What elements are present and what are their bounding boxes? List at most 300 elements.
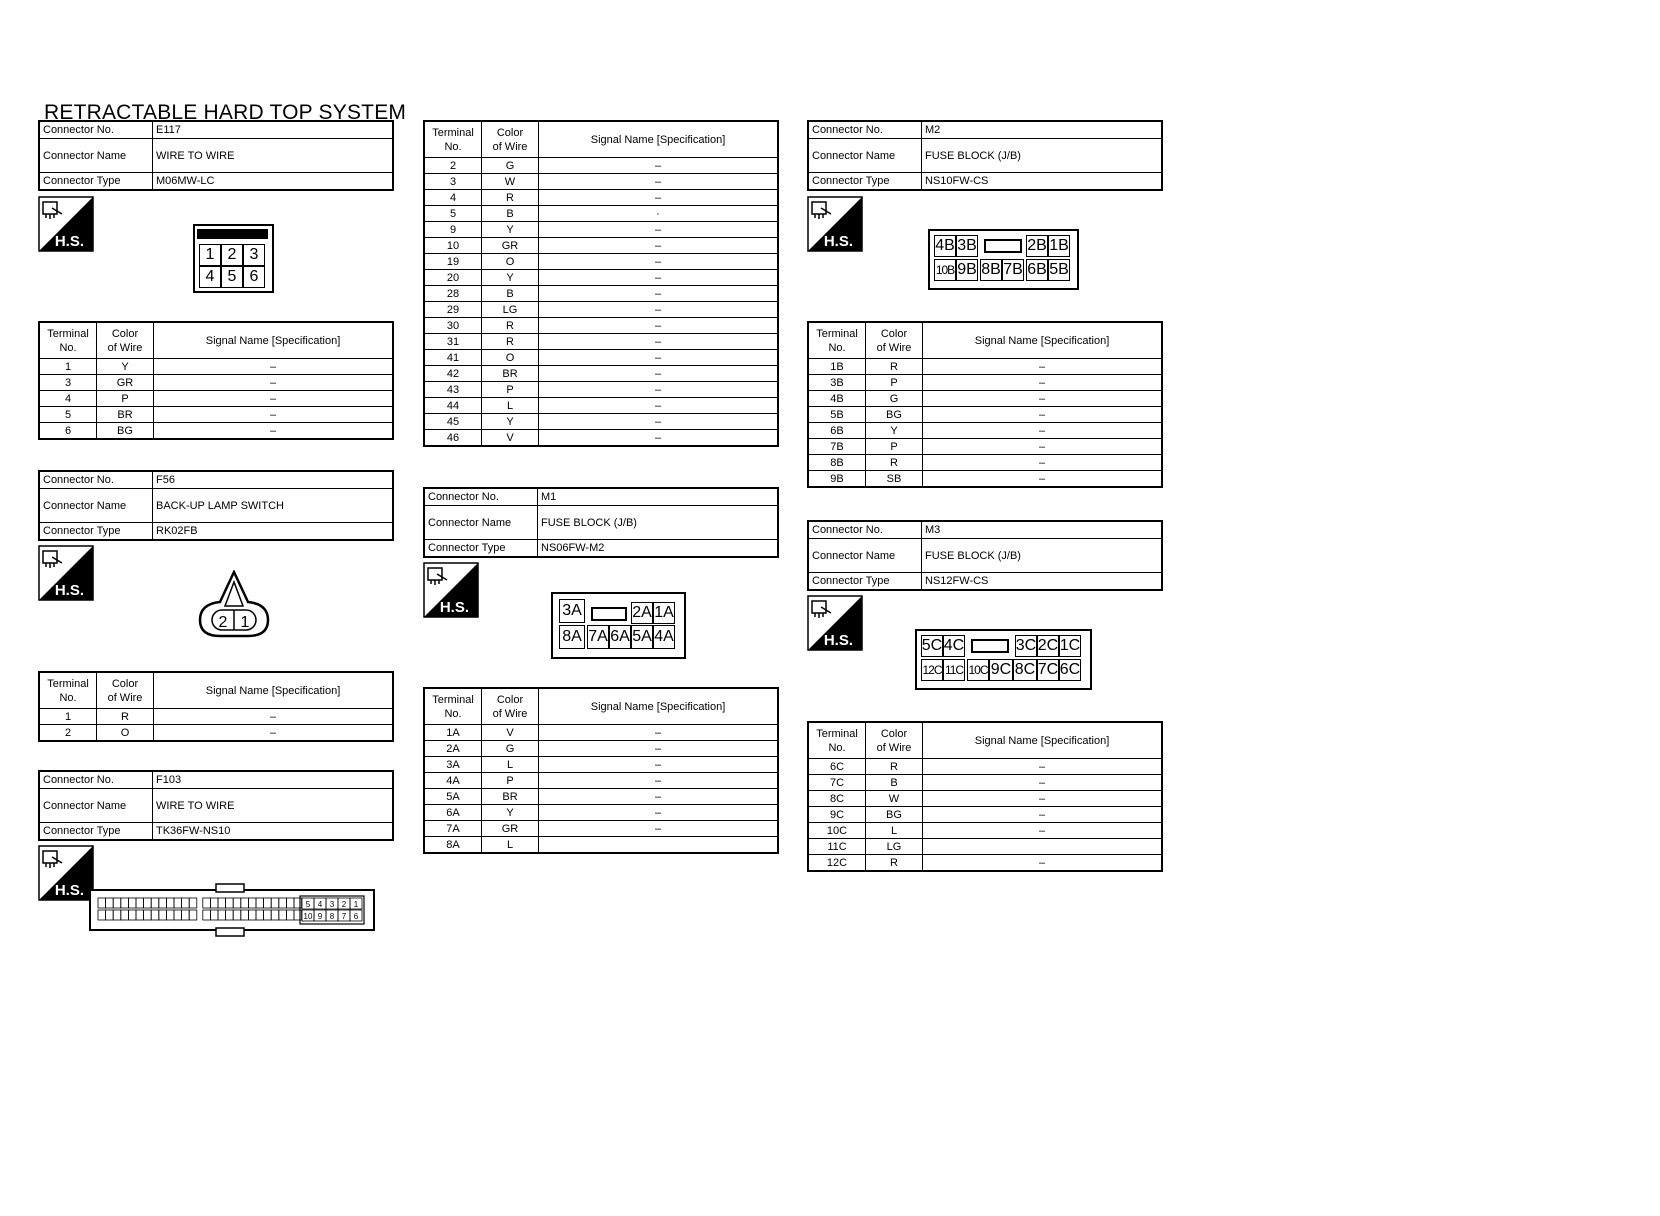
color-cell: P bbox=[97, 391, 154, 407]
connector-no-value: F56 bbox=[153, 471, 394, 489]
table-row bbox=[39, 359, 393, 375]
signal-cell: – bbox=[923, 775, 1163, 791]
connector-no-label: Connector No. bbox=[39, 471, 153, 489]
signal-cell: – bbox=[539, 366, 779, 382]
signal-cell: – bbox=[539, 190, 779, 206]
color-cell: P bbox=[866, 375, 923, 391]
signal-cell: – bbox=[539, 741, 779, 757]
terminal-cell: 42 bbox=[424, 366, 482, 382]
pin: 5B bbox=[1048, 259, 1070, 281]
connector-name-value: BACK-UP LAMP SWITCH bbox=[153, 489, 394, 523]
pin: 2 bbox=[218, 614, 228, 631]
table-row bbox=[424, 725, 778, 741]
terminal-header: Terminal bbox=[432, 693, 474, 706]
terminal-cell: 1A bbox=[424, 725, 482, 741]
hs-label: H.S. bbox=[823, 233, 853, 250]
color-cell: BR bbox=[482, 366, 539, 382]
connector-no-label: Connector No. bbox=[39, 771, 153, 789]
terminal-cell: 3 bbox=[39, 375, 97, 391]
table-row bbox=[424, 206, 778, 222]
connector-e117-info bbox=[38, 120, 394, 191]
signal-cell: – bbox=[923, 375, 1163, 391]
color-cell: P bbox=[866, 439, 923, 455]
signal-cell: – bbox=[154, 391, 394, 407]
connector-m1-face bbox=[551, 592, 687, 660]
table-row bbox=[424, 302, 778, 318]
signal-cell: – bbox=[539, 789, 779, 805]
table-row bbox=[424, 398, 778, 414]
connector-type-label: Connector Type bbox=[424, 540, 538, 558]
signal-cell: – bbox=[539, 398, 779, 414]
terminal-cell: 9 bbox=[424, 222, 482, 238]
table-row bbox=[424, 270, 778, 286]
color-cell: R bbox=[482, 334, 539, 350]
connector-name-label: Connector Name bbox=[39, 489, 153, 523]
terminal-cell: 1B bbox=[808, 359, 866, 375]
color-cell: Y bbox=[482, 805, 539, 821]
terminal-cell: 8A bbox=[424, 837, 482, 854]
table-row bbox=[808, 471, 1162, 488]
signal-cell: – bbox=[539, 773, 779, 789]
terminal-cell: 3 bbox=[424, 174, 482, 190]
table-row bbox=[808, 775, 1162, 791]
pin: 1 bbox=[353, 900, 359, 909]
color-cell: R bbox=[482, 318, 539, 334]
pin: 5 bbox=[305, 900, 311, 909]
color-cell: G bbox=[482, 158, 539, 174]
signal-cell: – bbox=[539, 222, 779, 238]
table-row bbox=[808, 791, 1162, 807]
color-header-2: of Wire bbox=[876, 741, 912, 754]
color-cell: Y bbox=[866, 423, 923, 439]
connector-name-value: WIRE TO WIRE bbox=[153, 139, 394, 173]
lock-slot bbox=[591, 607, 627, 621]
terminal-header: Terminal bbox=[432, 126, 474, 139]
pin: 7A bbox=[587, 625, 609, 649]
connector-name-value: WIRE TO WIRE bbox=[153, 789, 394, 823]
signal-cell: – bbox=[154, 407, 394, 423]
table-row bbox=[424, 741, 778, 757]
pin: 2B bbox=[1026, 235, 1048, 257]
signal-cell: – bbox=[539, 414, 779, 430]
color-cell: BG bbox=[97, 423, 154, 440]
connector-m2-pin-table bbox=[807, 321, 1163, 488]
color-cell: R bbox=[482, 190, 539, 206]
terminal-cell: 12C bbox=[808, 855, 866, 872]
connector-m3-face bbox=[915, 629, 1093, 691]
terminal-cell: 7C bbox=[808, 775, 866, 791]
hs-label: H.S. bbox=[54, 233, 84, 250]
connector-no-value: M1 bbox=[538, 488, 779, 506]
signal-cell: – bbox=[539, 382, 779, 398]
terminal-cell: 2A bbox=[424, 741, 482, 757]
connector-e117-pin-table bbox=[38, 321, 394, 440]
color-cell: Y bbox=[482, 222, 539, 238]
pin: 1A bbox=[653, 602, 675, 624]
table-row bbox=[424, 757, 778, 773]
table-row bbox=[424, 350, 778, 366]
color-cell: W bbox=[866, 791, 923, 807]
signal-cell: – bbox=[539, 158, 779, 174]
connector-m2-face bbox=[928, 229, 1080, 291]
table-row bbox=[424, 318, 778, 334]
terminal-cell: 5 bbox=[424, 206, 482, 222]
terminal-cell: 45 bbox=[424, 414, 482, 430]
terminal-cell: 10 bbox=[424, 238, 482, 254]
signal-cell: – bbox=[923, 407, 1163, 423]
table-row bbox=[424, 158, 778, 174]
table-row bbox=[39, 725, 393, 742]
table-row bbox=[424, 414, 778, 430]
signal-cell: – bbox=[923, 439, 1163, 455]
pin: 3 bbox=[329, 900, 335, 909]
color-cell: BR bbox=[482, 789, 539, 805]
signal-cell: – bbox=[539, 302, 779, 318]
pin: 6 bbox=[243, 266, 265, 288]
color-cell: G bbox=[482, 741, 539, 757]
signal-header: Signal Name [Specification] bbox=[154, 672, 394, 709]
signal-cell: – bbox=[923, 759, 1163, 775]
color-cell: B bbox=[482, 206, 539, 222]
color-cell: O bbox=[482, 350, 539, 366]
signal-cell: – bbox=[923, 807, 1163, 823]
connector-no-label: Connector No. bbox=[39, 121, 153, 139]
color-header-2: of Wire bbox=[107, 341, 143, 354]
connector-no-value: M3 bbox=[922, 521, 1163, 539]
pin: 8C bbox=[1013, 659, 1037, 681]
terminal-cell: 4B bbox=[808, 391, 866, 407]
table-row bbox=[808, 807, 1162, 823]
terminal-cell: 30 bbox=[424, 318, 482, 334]
table-row bbox=[808, 375, 1162, 391]
signal-cell: – bbox=[154, 375, 394, 391]
terminal-cell: 19 bbox=[424, 254, 482, 270]
color-header-2: of Wire bbox=[492, 707, 528, 720]
terminal-cell: 9C bbox=[808, 807, 866, 823]
connector-type-label: Connector Type bbox=[39, 823, 153, 841]
table-row bbox=[424, 805, 778, 821]
signal-cell: – bbox=[154, 725, 394, 742]
color-cell: SB bbox=[866, 471, 923, 488]
signal-cell: – bbox=[539, 805, 779, 821]
table-row bbox=[808, 839, 1162, 855]
terminal-header: Terminal bbox=[816, 327, 858, 340]
table-row bbox=[808, 407, 1162, 423]
color-cell: P bbox=[482, 382, 539, 398]
terminal-cell: 5 bbox=[39, 407, 97, 423]
color-cell: R bbox=[866, 455, 923, 471]
pin: 5 bbox=[221, 266, 243, 288]
signal-cell: – bbox=[539, 238, 779, 254]
signal-cell: – bbox=[539, 350, 779, 366]
color-cell: LG bbox=[482, 302, 539, 318]
table-row bbox=[39, 423, 393, 440]
terminal-header: Terminal bbox=[47, 327, 89, 340]
pin: 7C bbox=[1037, 659, 1059, 681]
terminal-cell: 6B bbox=[808, 423, 866, 439]
connector-name-value: FUSE BLOCK (J/B) bbox=[538, 506, 779, 540]
color-cell: GR bbox=[482, 821, 539, 837]
signal-cell bbox=[923, 839, 1163, 855]
signal-cell: – bbox=[923, 855, 1163, 872]
lock-slot bbox=[984, 239, 1022, 253]
terminal-header: Terminal bbox=[47, 677, 89, 690]
connector-f103-pin-table bbox=[423, 120, 779, 447]
signal-cell: – bbox=[539, 254, 779, 270]
pin: 6C bbox=[1059, 659, 1081, 681]
terminal-cell: 6A bbox=[424, 805, 482, 821]
terminal-cell: 3B bbox=[808, 375, 866, 391]
color-cell: W bbox=[482, 174, 539, 190]
pin: 2 bbox=[341, 900, 347, 909]
terminal-header-2: No. bbox=[828, 341, 846, 354]
signal-header: Signal Name [Specification] bbox=[539, 121, 779, 158]
connector-m3-pin-table bbox=[807, 721, 1163, 872]
pin: 4A bbox=[653, 625, 675, 649]
terminal-cell: 9B bbox=[808, 471, 866, 488]
terminal-header-2: No. bbox=[444, 140, 462, 153]
color-cell: Y bbox=[97, 359, 154, 375]
terminal-cell: 7B bbox=[808, 439, 866, 455]
signal-cell: – bbox=[539, 725, 779, 741]
signal-cell: – bbox=[539, 286, 779, 302]
pin: 12C bbox=[921, 659, 943, 681]
connector-type-value: NS12FW-CS bbox=[922, 573, 1163, 591]
pin: 4 bbox=[199, 266, 221, 288]
terminal-header-2: No. bbox=[59, 341, 77, 354]
table-row bbox=[424, 174, 778, 190]
terminal-header-2: No. bbox=[828, 741, 846, 754]
connector-no-label: Connector No. bbox=[424, 488, 538, 506]
harness-side-icon bbox=[423, 562, 479, 618]
table-row bbox=[39, 709, 393, 725]
terminal-cell: 5A bbox=[424, 789, 482, 805]
pin: 8B bbox=[980, 259, 1002, 281]
signal-cell: – bbox=[539, 318, 779, 334]
terminal-cell: 3A bbox=[424, 757, 482, 773]
connector-m1-info bbox=[423, 487, 779, 558]
color-cell: GR bbox=[482, 238, 539, 254]
signal-cell: – bbox=[539, 174, 779, 190]
terminal-cell: 43 bbox=[424, 382, 482, 398]
hs-label: H.S. bbox=[439, 599, 469, 616]
table-row bbox=[424, 773, 778, 789]
color-header: Color bbox=[880, 727, 908, 740]
color-header: Color bbox=[111, 327, 139, 340]
pin: 11C bbox=[943, 659, 965, 681]
table-row bbox=[424, 821, 778, 837]
pin: 5A bbox=[631, 625, 653, 649]
connector-type-label: Connector Type bbox=[808, 573, 922, 591]
connector-f56-face bbox=[196, 570, 272, 640]
connector-name-value: FUSE BLOCK (J/B) bbox=[922, 139, 1163, 173]
table-row bbox=[424, 238, 778, 254]
connector-type-value: TK36FW-NS10 bbox=[153, 823, 394, 841]
connector-type-value: NS06FW-M2 bbox=[538, 540, 779, 558]
terminal-cell: 29 bbox=[424, 302, 482, 318]
pin: 9C bbox=[989, 659, 1013, 681]
signal-cell: – bbox=[539, 430, 779, 447]
color-cell: R bbox=[866, 855, 923, 872]
harness-side-icon bbox=[38, 545, 94, 601]
terminal-cell: 5B bbox=[808, 407, 866, 423]
lock-slot bbox=[971, 639, 1009, 653]
color-cell: V bbox=[482, 725, 539, 741]
color-cell: B bbox=[482, 286, 539, 302]
pin: 7B bbox=[1002, 259, 1024, 281]
signal-cell: – bbox=[923, 423, 1163, 439]
table-row bbox=[39, 391, 393, 407]
color-cell: L bbox=[482, 398, 539, 414]
connector-f103-face bbox=[88, 882, 378, 940]
table-row bbox=[808, 455, 1162, 471]
pin: 4 bbox=[317, 900, 323, 909]
signal-cell: – bbox=[923, 359, 1163, 375]
terminal-cell: 4A bbox=[424, 773, 482, 789]
connector-f103-info bbox=[38, 770, 394, 841]
page-title: RETRACTABLE HARD TOP SYSTEM bbox=[44, 101, 407, 124]
signal-cell: · bbox=[539, 206, 779, 222]
pin: 4C bbox=[943, 635, 965, 657]
pin: 2A bbox=[631, 602, 653, 624]
table-row bbox=[39, 375, 393, 391]
color-cell: Y bbox=[482, 414, 539, 430]
terminal-cell: 10C bbox=[808, 823, 866, 839]
connector-type-label: Connector Type bbox=[808, 173, 922, 191]
hs-label: H.S. bbox=[54, 582, 84, 599]
color-cell: B bbox=[866, 775, 923, 791]
table-row bbox=[424, 430, 778, 447]
pin: 10C bbox=[967, 659, 989, 681]
color-cell: GR bbox=[97, 375, 154, 391]
connector-m1-pin-table bbox=[423, 687, 779, 854]
table-row bbox=[808, 759, 1162, 775]
connector-type-value: RK02FB bbox=[153, 523, 394, 541]
table-row bbox=[808, 423, 1162, 439]
terminal-cell: 4 bbox=[424, 190, 482, 206]
pin: 1B bbox=[1048, 235, 1070, 257]
terminal-cell: 6C bbox=[808, 759, 866, 775]
color-header-2: of Wire bbox=[492, 140, 528, 153]
color-cell: G bbox=[866, 391, 923, 407]
harness-side-icon bbox=[807, 595, 863, 651]
connector-f56-pin-table bbox=[38, 671, 394, 742]
connector-type-value: M06MW-LC bbox=[153, 173, 394, 191]
signal-cell: – bbox=[539, 757, 779, 773]
pin: 2C bbox=[1037, 635, 1059, 657]
signal-header: Signal Name [Specification] bbox=[539, 688, 779, 725]
signal-cell: – bbox=[539, 270, 779, 286]
table-row bbox=[424, 286, 778, 302]
terminal-cell: 41 bbox=[424, 350, 482, 366]
signal-cell: – bbox=[154, 359, 394, 375]
color-cell: R bbox=[866, 359, 923, 375]
connector-name-value: FUSE BLOCK (J/B) bbox=[922, 539, 1163, 573]
terminal-cell: 8B bbox=[808, 455, 866, 471]
signal-cell: – bbox=[923, 471, 1163, 488]
harness-side-icon bbox=[38, 196, 94, 252]
color-cell: BG bbox=[866, 807, 923, 823]
connector-no-value: F103 bbox=[153, 771, 394, 789]
table-row bbox=[39, 407, 393, 423]
pin: 4B bbox=[934, 235, 956, 257]
connector-no-value: M2 bbox=[922, 121, 1163, 139]
terminal-cell: 44 bbox=[424, 398, 482, 414]
terminal-cell: 6 bbox=[39, 423, 97, 440]
signal-cell: – bbox=[923, 391, 1163, 407]
table-row bbox=[808, 391, 1162, 407]
connector-no-value: E117 bbox=[153, 121, 394, 139]
connector-type-label: Connector Type bbox=[39, 523, 153, 541]
color-header: Color bbox=[496, 693, 524, 706]
color-header: Color bbox=[880, 327, 908, 340]
color-cell: R bbox=[866, 759, 923, 775]
connector-name-label: Connector Name bbox=[808, 539, 922, 573]
signal-cell bbox=[539, 837, 779, 854]
pin: 8 bbox=[329, 912, 335, 921]
color-header-2: of Wire bbox=[107, 691, 143, 704]
signal-cell: – bbox=[539, 821, 779, 837]
terminal-cell: 2 bbox=[424, 158, 482, 174]
pin: 10 bbox=[303, 912, 313, 921]
terminal-cell: 1 bbox=[39, 359, 97, 375]
terminal-cell: 20 bbox=[424, 270, 482, 286]
connector-f56-info bbox=[38, 470, 394, 541]
signal-cell: – bbox=[923, 455, 1163, 471]
pin: 1 bbox=[199, 244, 221, 266]
terminal-cell: 46 bbox=[424, 430, 482, 447]
terminal-cell: 4 bbox=[39, 391, 97, 407]
pin: 9B bbox=[956, 259, 978, 281]
pin: 3 bbox=[243, 244, 265, 266]
pin: 3C bbox=[1015, 635, 1037, 657]
terminal-cell: 11C bbox=[808, 839, 866, 855]
signal-cell: – bbox=[154, 423, 394, 440]
terminal-cell: 1 bbox=[39, 709, 97, 725]
connector-type-value: NS10FW-CS bbox=[922, 173, 1163, 191]
pin: 6B bbox=[1026, 259, 1048, 281]
table-row bbox=[424, 382, 778, 398]
table-row bbox=[424, 334, 778, 350]
connector-e117-face bbox=[193, 224, 275, 294]
connector-no-label: Connector No. bbox=[808, 521, 922, 539]
harness-side-icon bbox=[38, 845, 94, 901]
table-row bbox=[424, 789, 778, 805]
color-cell: L bbox=[482, 757, 539, 773]
pin: 1 bbox=[240, 614, 250, 631]
color-cell: Y bbox=[482, 270, 539, 286]
color-cell: P bbox=[482, 773, 539, 789]
table-row bbox=[424, 222, 778, 238]
pin: 8A bbox=[559, 625, 585, 649]
terminal-cell: 8C bbox=[808, 791, 866, 807]
terminal-header-2: No. bbox=[444, 707, 462, 720]
hs-label: H.S. bbox=[823, 632, 853, 649]
color-cell: BG bbox=[866, 407, 923, 423]
pin: 3B bbox=[956, 235, 978, 257]
connector-m2-info bbox=[807, 120, 1163, 191]
connector-m3-info bbox=[807, 520, 1163, 591]
connector-name-label: Connector Name bbox=[39, 139, 153, 173]
connector-no-label: Connector No. bbox=[808, 121, 922, 139]
signal-cell: – bbox=[154, 709, 394, 725]
color-cell: L bbox=[866, 823, 923, 839]
pin: 10B bbox=[934, 259, 956, 281]
signal-header: Signal Name [Specification] bbox=[154, 322, 394, 359]
color-cell: O bbox=[482, 254, 539, 270]
pin: 3A bbox=[559, 599, 585, 623]
signal-cell: – bbox=[539, 334, 779, 350]
